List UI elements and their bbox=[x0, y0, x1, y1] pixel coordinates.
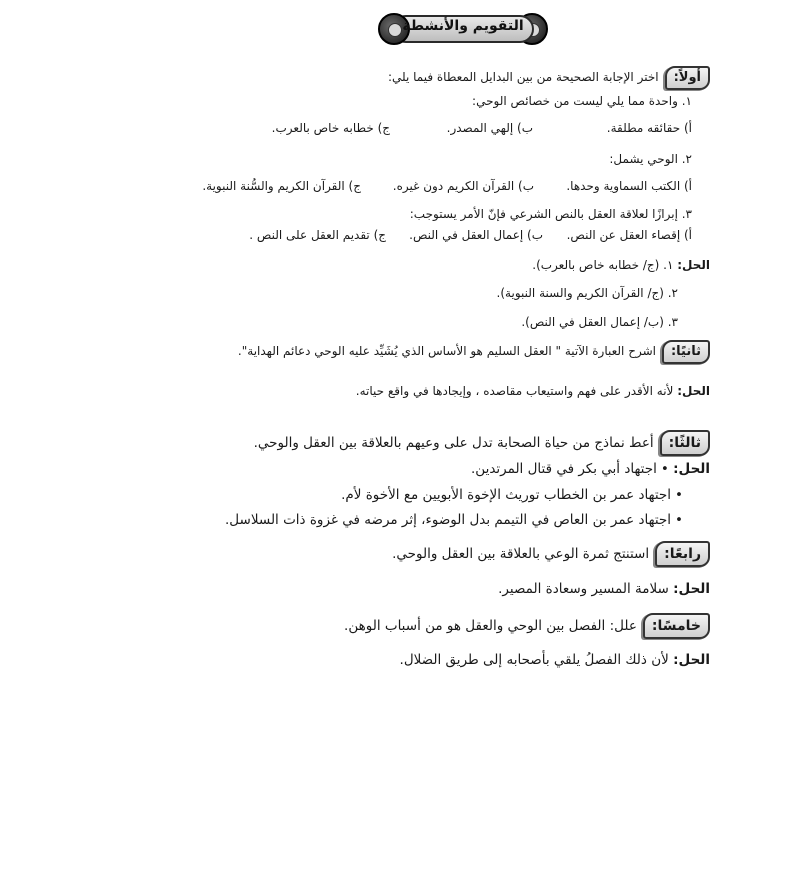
q1-solution-3: ٣. (ب/ إعمال العقل في النص). bbox=[521, 315, 678, 329]
q1-badge: أولاً: bbox=[665, 66, 710, 90]
q1-item3-option-c: ج) تقديم العقل على النص . bbox=[249, 228, 386, 242]
q5-text: علل: الفصل بين الوحي والعقل هو من أسباب الوهن. bbox=[344, 618, 637, 634]
q3-solution-1 bbox=[471, 460, 710, 478]
bullet-icon: • bbox=[660, 461, 669, 477]
q2-solution-text: لأنه الأقدر على فهم واستيعاب مقاصده ، وإيجادها في واقع حياته. bbox=[355, 384, 674, 398]
q1-item1-option-a: أ) حقائقه مطلقة. bbox=[606, 121, 692, 135]
q3-bullet-3: اجتهاد عمر بن العاص في التيمم بدل الوضوء، إثر مرضه في غزوة ذات السلاسل. bbox=[225, 512, 672, 528]
q2-solution bbox=[356, 382, 710, 400]
q4-badge: رابعًا: bbox=[655, 541, 710, 567]
q5-solution-label: الحل: bbox=[673, 652, 710, 668]
q1-item2-option-b: ب) القرآن الكريم دون غيره. bbox=[392, 179, 534, 193]
q1-item2-option-c: ج) القرآن الكريم والسُّنة النبوية. bbox=[202, 179, 361, 193]
q3-header bbox=[254, 430, 710, 456]
q2-header bbox=[238, 340, 710, 364]
q4-solution bbox=[498, 580, 710, 598]
q2-text: اشرح العبارة الآتية " العقل السليم هو الأساس الذي يُشَيِّد عليه الوحي دعائم الهداية". bbox=[237, 344, 656, 358]
q1-item1-stem: ١. واحدة مما يلي ليست من خصائص الوحي: bbox=[472, 94, 692, 108]
q1-item1-option-b: ب) إلهي المصدر. bbox=[446, 121, 533, 135]
q5-header bbox=[344, 613, 710, 639]
q1-solution-1 bbox=[532, 256, 710, 274]
q3-solution-3 bbox=[225, 511, 683, 529]
q1-solution-2: ٢. (ج/ القرآن الكريم والسنة النبوية). bbox=[496, 286, 678, 300]
q1-item3-option-b: ب) إعمال العقل في النص. bbox=[409, 228, 543, 242]
q4-text: استنتج ثمرة الوعي بالعلاقة بين العقل والوحي. bbox=[392, 546, 650, 562]
q3-solution-2 bbox=[341, 486, 683, 504]
q1-item2-option-a: أ) الكتب السماوية وحدها. bbox=[566, 179, 692, 193]
q1-header bbox=[388, 66, 710, 90]
bullet-icon: • bbox=[675, 487, 683, 503]
q1-item3-option-a: أ) إقصاء العقل عن النص. bbox=[566, 228, 692, 242]
q2-solution-label: الحل: bbox=[677, 384, 710, 398]
q1-instruction: اختر الإجابة الصحيحة من بين البدايل المعطاة فيما يلي: bbox=[387, 70, 659, 84]
q5-solution bbox=[400, 651, 710, 669]
q1-solution-label: الحل: bbox=[677, 258, 710, 272]
bullet-icon: • bbox=[675, 512, 683, 528]
q2-badge: ثانيًا: bbox=[662, 340, 710, 364]
q5-badge: خامسًا: bbox=[643, 613, 710, 639]
q3-bullet-1: اجتهاد أبي بكر في قتال المرتدين. bbox=[471, 461, 657, 477]
q1-item2-stem: ٢. الوحي يشمل: bbox=[609, 152, 692, 166]
q1-item3-stem: ٣. إبرازًا لعلاقة العقل بالنص الشرعي فإنّ الأمر يستوجب: bbox=[409, 207, 692, 221]
q3-bullet-2: اجتهاد عمر بن الخطاب توريث الإخوة الأبويين مع الأخوة لأم. bbox=[341, 487, 672, 503]
q4-solution-text: سلامة المسير وسعادة المصير. bbox=[498, 581, 669, 597]
q3-solution-label: الحل: bbox=[673, 461, 710, 477]
q5-solution-text: لأن ذلك الفصلُ يلقي بأصحابه إلى طريق الضلال. bbox=[399, 652, 669, 668]
q4-solution-label: الحل: bbox=[673, 581, 710, 597]
q1-item1-option-c: ج) خطابه خاص بالعرب. bbox=[271, 121, 390, 135]
q1-solution-1-text: ١. (ج/ خطابه خاص بالعرب). bbox=[532, 258, 674, 272]
q3-text: أعط نماذج من حياة الصحابة تدل على وعيهم بالعلاقة بين العقل والوحي. bbox=[253, 435, 654, 451]
section-title: التقويم والأنشطة bbox=[402, 18, 524, 34]
q3-badge: ثالثًا: bbox=[660, 430, 710, 456]
section-banner bbox=[378, 12, 548, 46]
q4-header bbox=[392, 541, 710, 567]
